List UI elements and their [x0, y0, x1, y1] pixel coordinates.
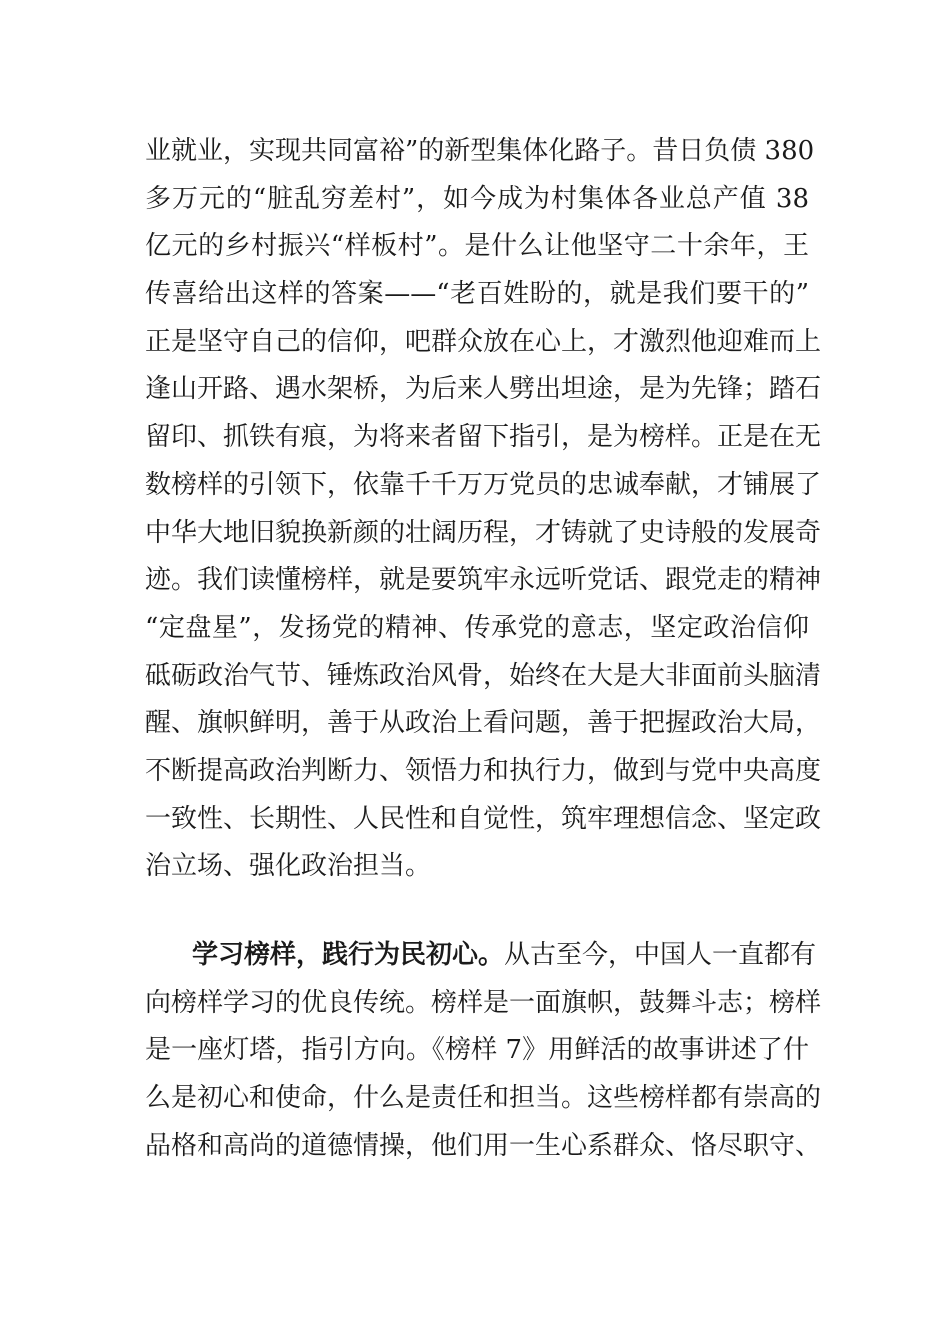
- text-line: 数榜样的引领下，依靠千千万万党员的忠诚奉献，才铺展了: [145, 469, 822, 500]
- text-line: 不断提高政治判断力、领悟力和执行力，做到与党中央高度: [145, 755, 822, 786]
- text-line: 正是坚守自己的信仰，吧群众放在心上，才激烈他迎难而上: [145, 326, 822, 357]
- text-run: 从古至今，中国人一直都有: [504, 940, 817, 970]
- text-line: 业就业，实现共同富裕”的新型集体化路子。昔日负债 380: [145, 136, 815, 166]
- text-line: 品格和高尚的道德情操，他们用一生心系群众、恪尽职守、: [145, 1130, 822, 1161]
- paragraph-2: [145, 932, 822, 1170]
- paragraph-first-line: [145, 932, 817, 980]
- text-line: 逢山开路、遇水架桥，为后来人劈出坦途，是为先锋；踏石: [145, 374, 822, 405]
- text-line: 醒、旗帜鲜明，善于从政治上看问题，善于把握政治大局，: [145, 708, 822, 739]
- text-line: 多万元的“脏乱穷差村”，如今成为村集体各业总产值 38: [145, 183, 809, 214]
- text-line: 迹。我们读懂榜样，就是要筑牢永远听党话、跟党走的精神: [145, 565, 822, 596]
- section-lead-heading: 学习榜样，践行为民初心。: [192, 940, 505, 970]
- text-line: 治立场、强化政治担当。: [145, 851, 432, 882]
- text-line: 向榜样学习的优良传统。榜样是一面旗帜，鼓舞斗志；榜样: [145, 987, 822, 1018]
- text-line: 砥砺政治气节、锤炼政治风骨，始终在大是大非面前头脑清: [145, 660, 822, 691]
- paragraph-1: [145, 128, 822, 891]
- text-line: 么是初心和使命，什么是责任和担当。这些榜样都有崇高的: [145, 1083, 822, 1114]
- text-line: “定盘星”，发扬党的精神、传承党的意志，坚定政治信仰: [145, 612, 809, 643]
- text-line: 是一座灯塔，指引方向。《榜样 7》用鲜活的故事讲述了什: [145, 1035, 809, 1066]
- text-line: 中华大地旧貌换新颜的壮阔历程，才铸就了史诗般的发展奇: [145, 517, 822, 548]
- text-line: 一致性、长期性、人民性和自觉性，筑牢理想信念、坚定政: [145, 803, 822, 834]
- text-line: 留印、抓铁有痕，为将来者留下指引，是为榜样。正是在无: [145, 422, 822, 453]
- text-line: 亿元的乡村振兴“样板村”。是什么让他坚守二十余年，王: [145, 231, 809, 262]
- text-line: 传喜给出这样的答案——“老百姓盼的，就是我们要干的”: [145, 279, 809, 310]
